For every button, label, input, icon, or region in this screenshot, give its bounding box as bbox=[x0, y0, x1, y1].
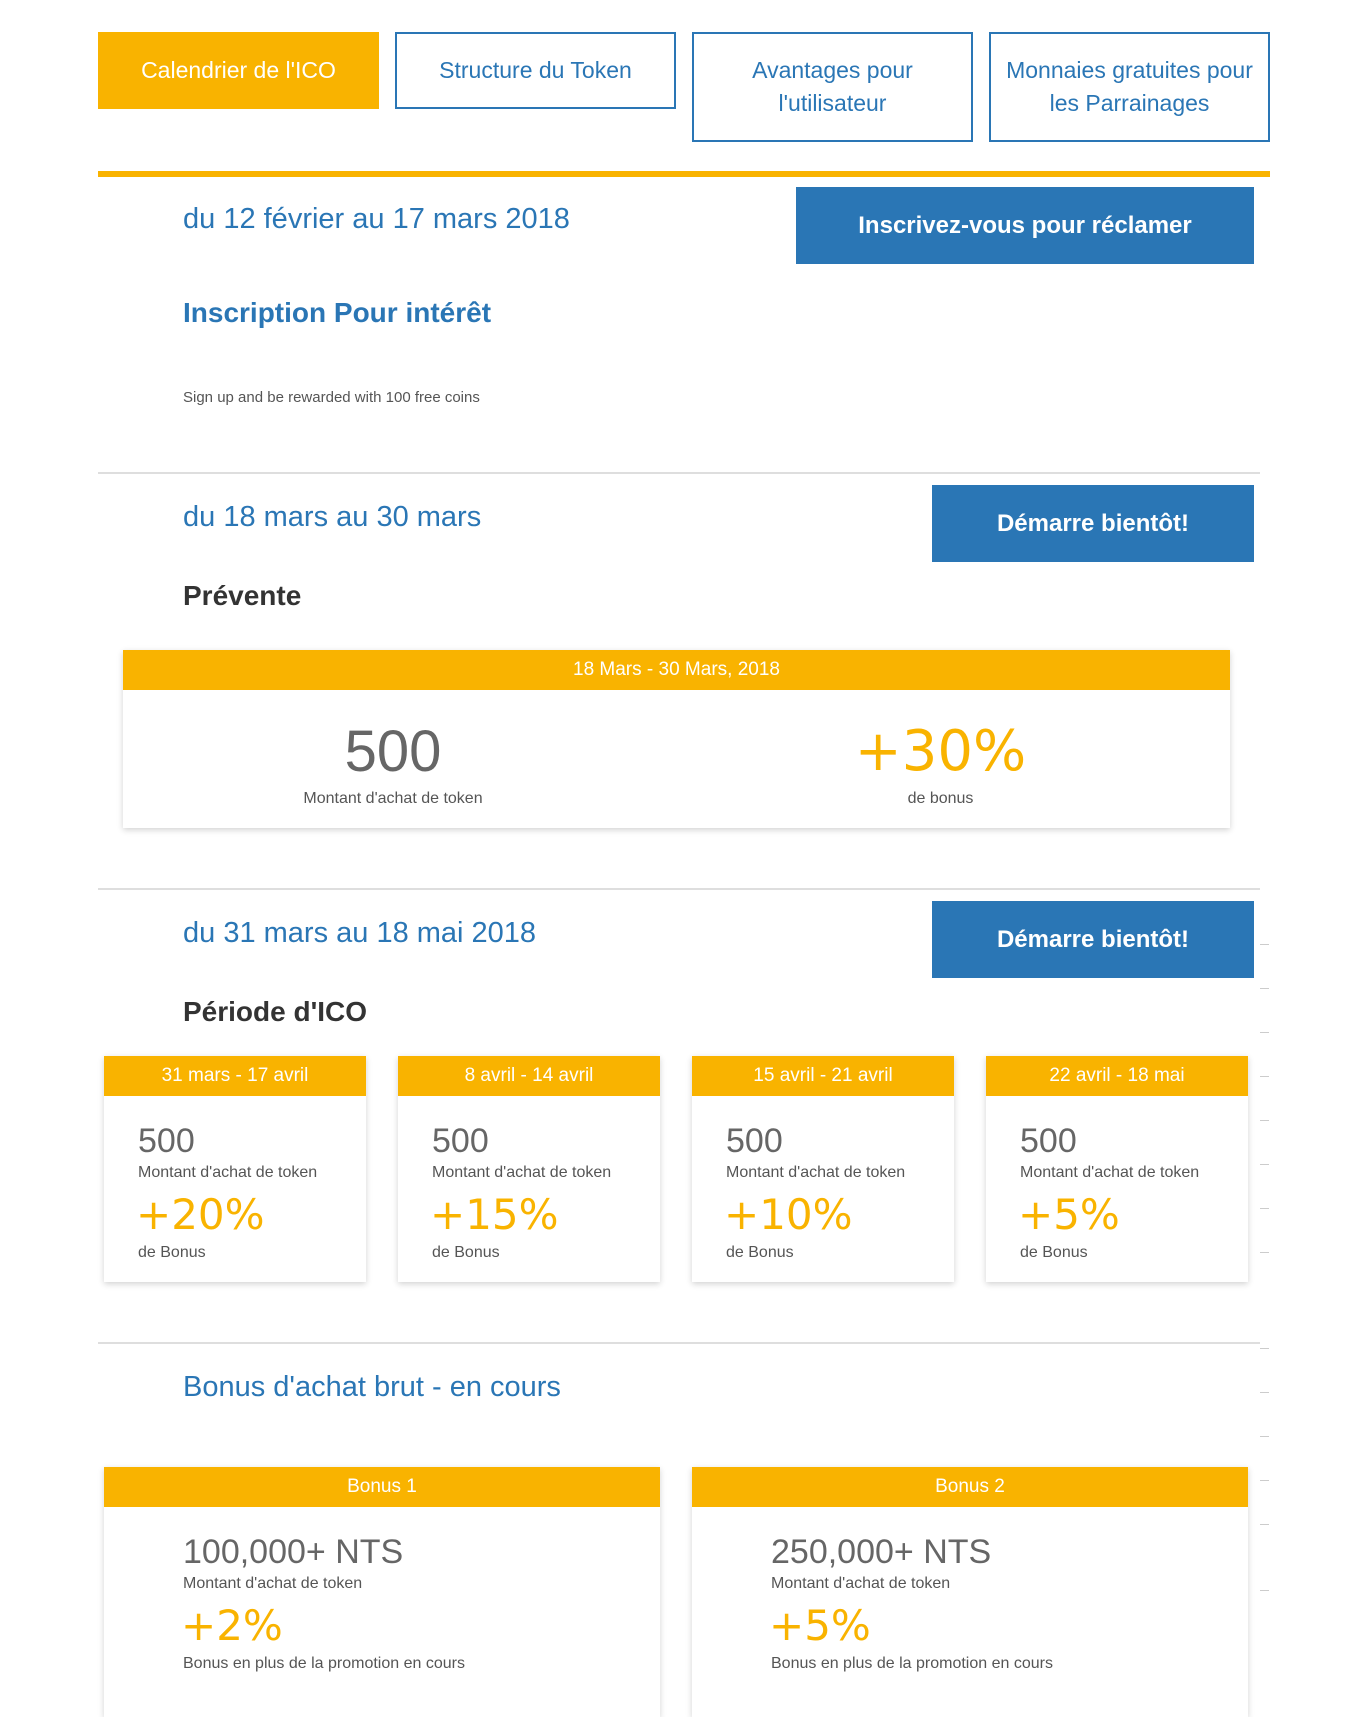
section1-title: Inscription Pour intérêt bbox=[183, 297, 492, 328]
ico-card-amount: 500 bbox=[432, 1122, 489, 1160]
ico-card-bonus: +20% bbox=[136, 1190, 265, 1239]
divider bbox=[98, 888, 1260, 890]
section1-date: du 12 février au 17 mars 2018 bbox=[183, 203, 570, 235]
ico-card-header: 8 avril - 14 avril bbox=[398, 1056, 660, 1096]
ico-card-amount-label: Montant d'achat de token bbox=[138, 1164, 318, 1181]
decorative-tick bbox=[1260, 988, 1269, 989]
presale-amount-label: Montant d'achat de token bbox=[303, 790, 483, 807]
section2-title: Prévente bbox=[183, 580, 302, 611]
bonus-card-amount-label: Montant d'achat de token bbox=[183, 1575, 363, 1592]
ico-card-header: 31 mars - 17 avril bbox=[104, 1056, 366, 1096]
decorative-tick bbox=[1260, 1208, 1269, 1209]
section4-title: Bonus d'achat brut - en cours bbox=[183, 1371, 561, 1403]
bonus-card-bonus-label: Bonus en plus de la promotion en cours bbox=[183, 1655, 465, 1672]
decorative-tick bbox=[1260, 1252, 1269, 1253]
ico-card-header: 22 avril - 18 mai bbox=[986, 1056, 1248, 1096]
bonus-card-amount-label: Montant d'achat de token bbox=[771, 1575, 951, 1592]
divider bbox=[98, 1342, 1260, 1344]
tab-token-structure[interactable]: Structure du Token bbox=[395, 32, 676, 109]
decorative-tick bbox=[1260, 1480, 1269, 1481]
ico-card-bonus: +5% bbox=[1018, 1190, 1120, 1239]
bonus-card-amount: 250,000+ NTS bbox=[771, 1533, 992, 1571]
decorative-tick bbox=[1260, 1076, 1269, 1077]
presale-card bbox=[123, 650, 1230, 828]
bonus-card-header: Bonus 1 bbox=[104, 1467, 660, 1507]
section2-date: du 18 mars au 30 mars bbox=[183, 501, 482, 533]
ico-card-amount: 500 bbox=[1020, 1122, 1077, 1160]
ico-period-card bbox=[398, 1056, 660, 1282]
decorative-tick bbox=[1260, 1032, 1269, 1033]
ico-card-header: 15 avril - 21 avril bbox=[692, 1056, 954, 1096]
bonus-card-amount: 100,000+ NTS bbox=[183, 1533, 404, 1571]
ico-card-amount-label: Montant d'achat de token bbox=[1020, 1164, 1200, 1181]
register-claim-button[interactable]: Inscrivez-vous pour réclamer bbox=[796, 187, 1254, 264]
presale-card-header: 18 Mars - 30 Mars, 2018 bbox=[123, 650, 1230, 690]
ico-card-bonus-label: de Bonus bbox=[138, 1244, 206, 1261]
decorative-tick bbox=[1260, 1524, 1269, 1525]
ico-card-amount: 500 bbox=[138, 1122, 195, 1160]
bonus-card-bonus-label: Bonus en plus de la promotion en cours bbox=[771, 1655, 1053, 1672]
ico-period-card bbox=[692, 1056, 954, 1282]
bonus-card-header: Bonus 2 bbox=[692, 1467, 1248, 1507]
decorative-tick bbox=[1260, 1392, 1269, 1393]
tab-referral-coins[interactable]: Monnaies gratuites pour les Parrainages bbox=[989, 32, 1270, 142]
ico-card-bonus-label: de Bonus bbox=[1020, 1244, 1088, 1261]
volume-bonus-card bbox=[692, 1467, 1248, 1717]
presale-bonus-label: de bonus bbox=[907, 790, 974, 807]
ico-card-amount: 500 bbox=[726, 1122, 783, 1160]
section3-title: Période d'ICO bbox=[183, 996, 368, 1027]
starts-soon-button[interactable]: Démarre bientôt! bbox=[932, 485, 1254, 562]
bonus-card-bonus: +2% bbox=[181, 1601, 283, 1650]
tab-user-benefits[interactable]: Avantages pour l'utilisateur bbox=[692, 32, 973, 142]
section1-description: Sign up and be rewarded with 100 free coins bbox=[183, 389, 480, 406]
presale-bonus: +30% bbox=[854, 719, 1027, 784]
decorative-tick bbox=[1260, 1164, 1269, 1165]
presale-amount: 500 bbox=[344, 719, 442, 784]
tab-ico-calendar[interactable]: Calendrier de l'ICO bbox=[98, 32, 379, 109]
decorative-tick bbox=[1260, 944, 1269, 945]
ico-card-bonus-label: de Bonus bbox=[432, 1244, 500, 1261]
ico-card-bonus: +10% bbox=[724, 1190, 853, 1239]
volume-bonus-card bbox=[104, 1467, 660, 1717]
ico-card-amount-label: Montant d'achat de token bbox=[726, 1164, 906, 1181]
divider bbox=[98, 472, 1260, 474]
ico-card-bonus-label: de Bonus bbox=[726, 1244, 794, 1261]
starts-soon-button[interactable]: Démarre bientôt! bbox=[932, 901, 1254, 978]
ico-period-card bbox=[986, 1056, 1248, 1282]
ico-period-card bbox=[104, 1056, 366, 1282]
bonus-card-bonus: +5% bbox=[769, 1601, 871, 1650]
section3-date: du 31 mars au 18 mai 2018 bbox=[183, 917, 537, 949]
decorative-tick bbox=[1260, 1120, 1269, 1121]
decorative-tick bbox=[1260, 1436, 1269, 1437]
tabs-underline bbox=[98, 171, 1270, 177]
decorative-tick bbox=[1260, 1348, 1269, 1349]
ico-card-amount-label: Montant d'achat de token bbox=[432, 1164, 612, 1181]
ico-card-bonus: +15% bbox=[430, 1190, 559, 1239]
decorative-tick bbox=[1260, 1590, 1269, 1591]
